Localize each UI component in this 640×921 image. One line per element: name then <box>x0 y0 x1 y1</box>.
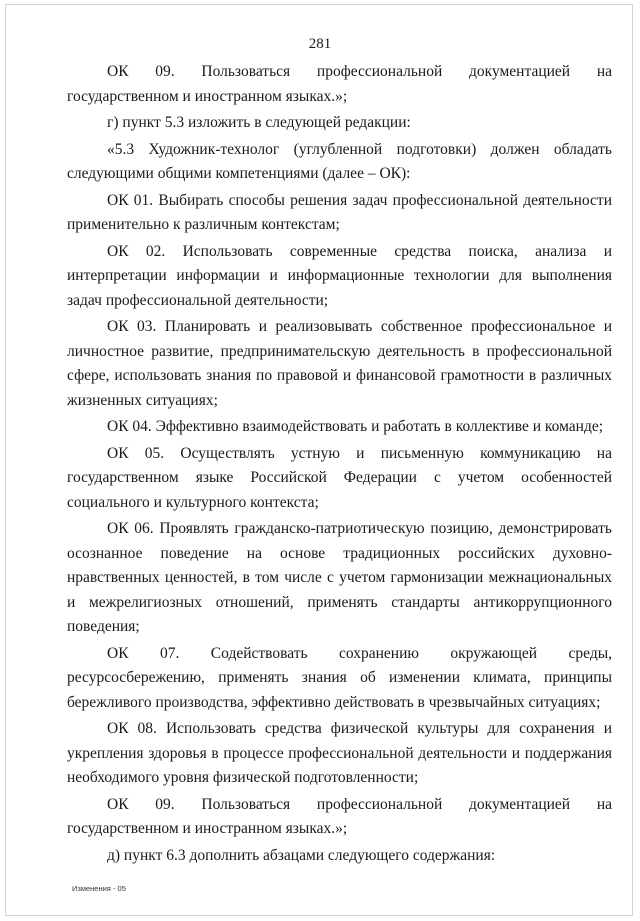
paragraph-ok09: ОК 09. Пользоваться профессиональной документацией на государственном и иностранном языках.»; <box>67 795 612 837</box>
paragraph-ok08: ОК 08. Использовать средства физической культуры для сохранения и укрепления здоровья в процессе профессиональной деятельности и поддержания необходимого уровня физической подготовленности; <box>67 720 612 786</box>
paragraph-item-g: г) пункт 5.3 изложить в следующей редакции: <box>107 114 411 131</box>
paragraph-ok09-intro: ОК 09. Пользоваться профессиональной документацией на государственном и иностранном языках.»; <box>67 63 612 105</box>
paragraph-ok06: ОК 06. Проявлять гражданско-патриотическую позицию, демонстрировать осознанное поведение на основе традиционных российских духовно-нравственных ценностей, в том числе с учетом гармонизации межнациональных и межрелигиозных отношений, применять стандарты антикоррупционного поведения; <box>67 520 612 635</box>
page-number: 281 <box>308 36 332 52</box>
footer-note: Изменения - 05 <box>72 884 126 893</box>
paragraph-item-d: д) пункт 6.3 дополнить абзацами следующего содержания: <box>107 846 496 864</box>
paragraph-ok07: ОК 07. Содействовать сохранению окружающей среды, ресурсосбережению, применять знания об изменении климата, принципы бережливого производства, эффективно действовать в чрезвычайных ситуациях; <box>67 644 612 711</box>
document-body <box>67 60 612 870</box>
paragraph-ok04: ОК 04. Эффективно взаимодействовать и работать в коллективе и команде; <box>107 418 604 435</box>
paragraph-ok01: ОК 01. Выбирать способы решения задач профессиональной деятельности применительно к различным контекстам; <box>67 191 612 233</box>
paragraph-ok05: ОК 05. Осуществлять устную и письменную коммуникацию на государственном языке Российской Федерации с учетом особенностей социального и культурного контекста; <box>67 444 612 511</box>
paragraph-clause-5-3: «5.3 Художник-технолог (углубленной подготовки) должен обладать следующими общими компетенциями (далее – ОК): <box>67 140 612 182</box>
paragraph-ok03: ОК 03. Планировать и реализовывать собственное профессиональное и личностное развитие, предпринимательскую деятельность в профессиональной сфере, использовать знания по правовой и финансовой грамотности в различных жизненных ситуациях; <box>67 318 612 409</box>
paragraph-ok02: ОК 02. Использовать современные средства поиска, анализа и интерпретации информации и информационные технологии для выполнения задач профессиональной деятельности; <box>67 242 612 309</box>
